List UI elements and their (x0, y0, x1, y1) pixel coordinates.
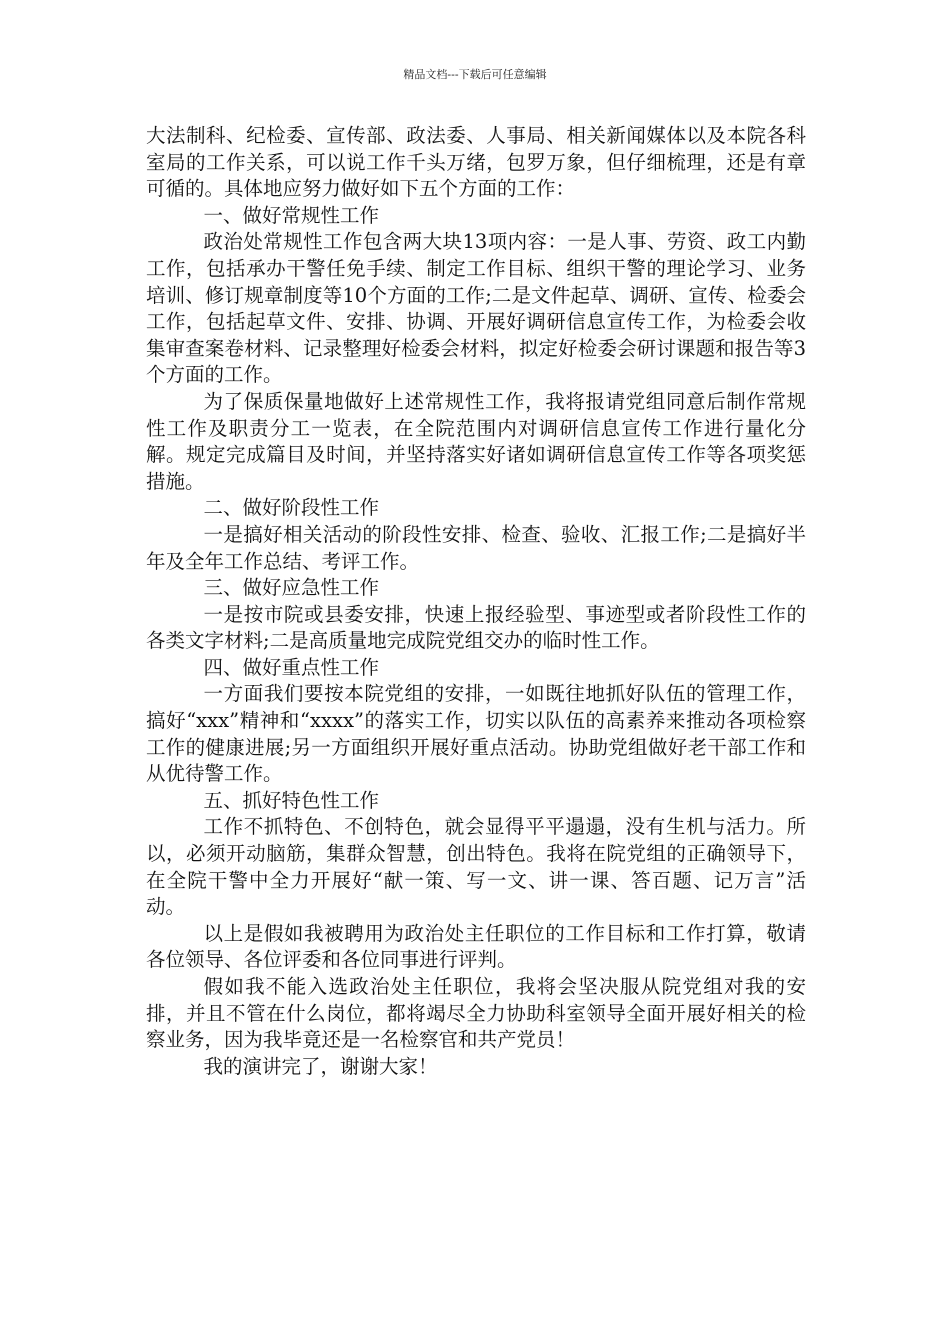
document-body (146, 123, 806, 1080)
paragraph: 假如我不能入选政治处主任职位，我将会坚决服从院党组对我的安排，并且不管在什么岗位，都将竭尽全力协助科室领导全面开展好相关的检察业务，因为我毕竟还是一名检察官和共产党员！ (146, 975, 806, 1052)
page-header: 精品文档---下载后可任意编辑 (403, 68, 547, 81)
section-heading-5: 五、抓好特色性工作 (203, 788, 380, 812)
section-heading-2: 二、做好阶段性工作 (203, 496, 380, 520)
paragraph-continuation: 大法制科、纪检委、宣传部、政法委、人事局、相关新闻媒体以及本院各科室局的工作关系，可以说工作千头万绪，包罗万象，但仔细梳理，还是有章可循的。具体地应努力做好如下五个方面的工作： (146, 124, 806, 201)
paragraph: 为了保质保量地做好上述常规性工作，我将报请党组同意后制作常规性工作及职责分工一览表，在全院范围内对调研信息宣传工作进行量化分解。规定完成篇目及时间，并坚持落实好诸如调研信息宣传工作等各项奖惩措施。 (146, 389, 806, 493)
section-heading-1: 一、做好常规性工作 (203, 203, 380, 227)
paragraph: 政治处常规性工作包含两大块13项内容：一是人事、劳资、政工内勤工作，包括承办干警任免手续、制定工作目标、组织干警的理论学习、业务培训、修订规章制度等10个方面的工作;二是文件起草、调研、宣传、检委会工作，包括起草文件、安排、协调、开展好调研信息宣传工作，为检委会收集审查案卷材料、记录整理好检委会材料，拟定好检委会研讨课题和报告等3个方面的工作。 (146, 230, 806, 387)
paragraph: 以上是假如我被聘用为政治处主任职位的工作目标和工作打算，敬请各位领导、各位评委和各位同事进行评判。 (146, 921, 806, 972)
closing-line: 我的演讲完了，谢谢大家！ (203, 1054, 438, 1078)
section-heading-4: 四、做好重点性工作 (203, 655, 380, 679)
paragraph: 一方面我们要按本院党组的安排，一如既往地抓好队伍的管理工作，搞好“xxx”精神和“xxxx”的落实工作，切实以队伍的高素养来推动各项检察工作的健康进展;另一方面组织开展好重点活动。协助党组做好老干部工作和从优待警工作。 (146, 682, 806, 786)
paragraph: 工作不抓特色、不创特色，就会显得平平遢遢，没有生机与活力。所以，必须开动脑筋，集群众智慧，创出特色。我将在院党组的正确领导下，在全院干警中全力开展好“献一策、写一文、讲一课、答百题、记万言”活动。 (146, 815, 806, 919)
paragraph: 一是搞好相关活动的阶段性安排、检查、验收、汇报工作;二是搞好半年及全年工作总结、考评工作。 (146, 522, 806, 573)
paragraph: 一是按市院或县委安排，快速上报经验型、事迹型或者阶段性工作的各类文字材料;二是高质量地完成院党组交办的临时性工作。 (146, 602, 806, 653)
section-heading-3: 三、做好应急性工作 (203, 576, 380, 600)
